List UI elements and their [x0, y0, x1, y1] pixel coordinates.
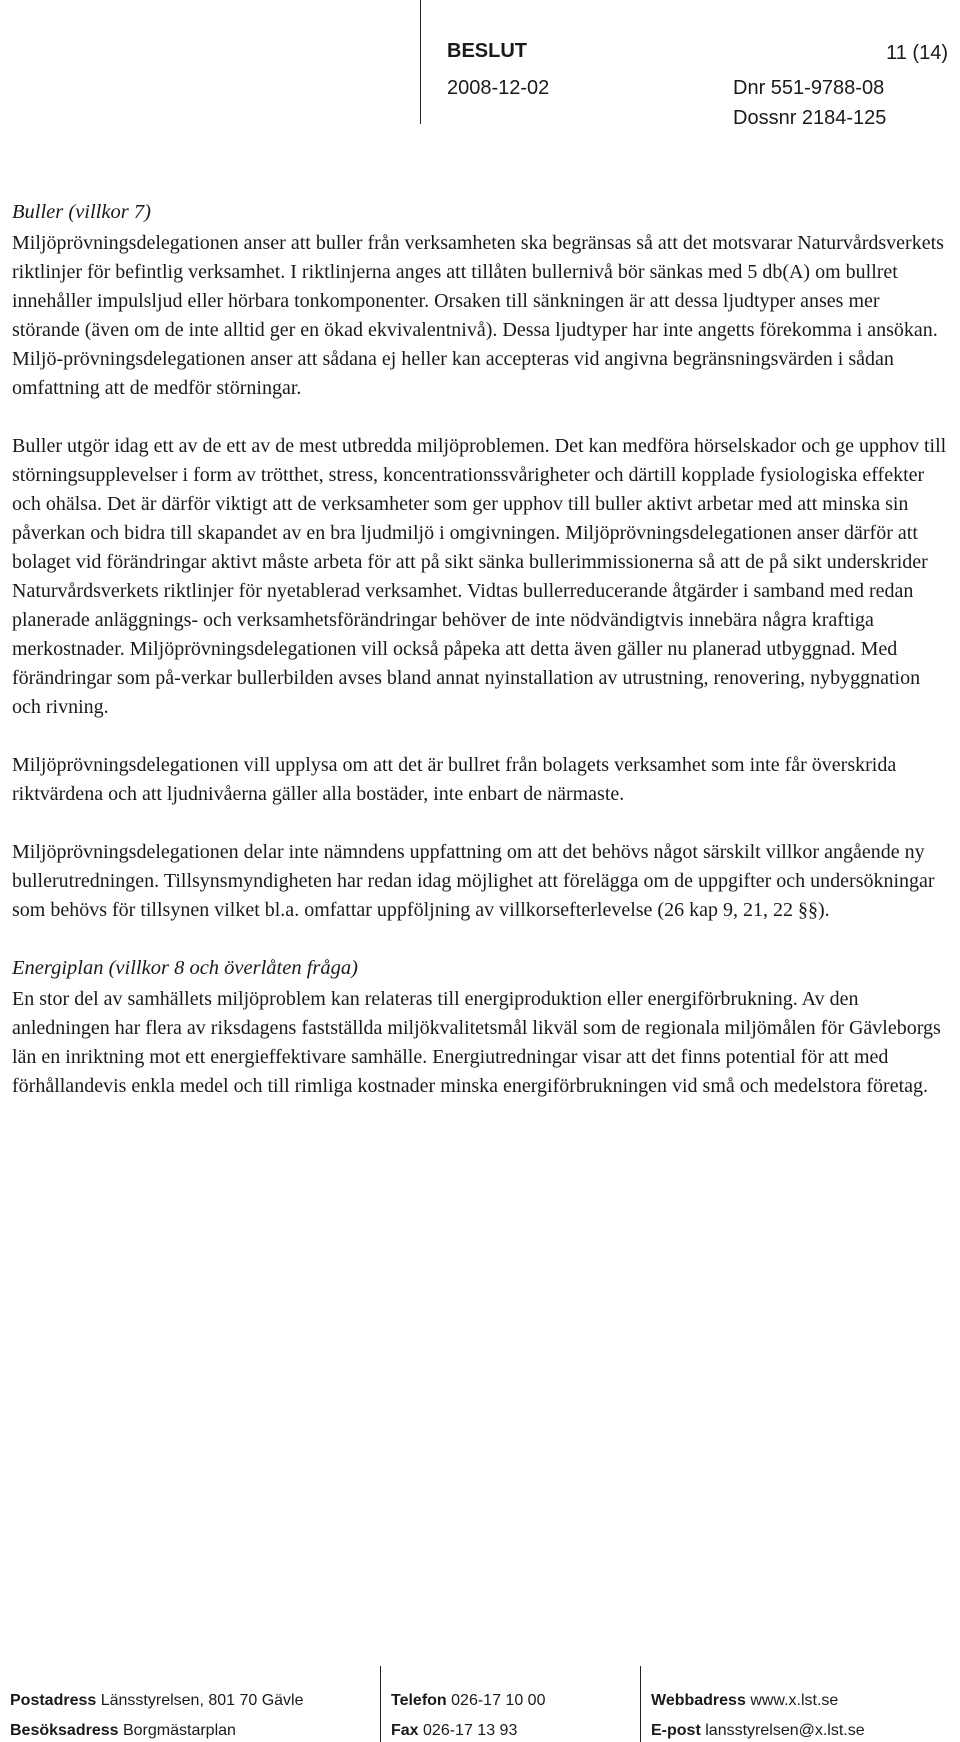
- paragraph: Buller utgör idag ett av de ett av de mest utbredda miljöproblemen. Det kan medföra hörselskador och ge upphov till störningsupplevelser i form av trötthet, stress, koncentrationssvårigheter och därtill kopplade fysiologiska effekter och ohälsa. Det är därför viktigt att de verksamheter som ger upphov till buller aktivt arbetar med att minska sin påverkan och bidra till skapandet av en bra ljudmiljö i omgivningen. Miljöprövningsdelegationen anser därför att bolaget vid förändringar aktivt måste arbeta för att på sikt sänka bullerimmissionerna så att de på sikt underskrider Naturvårdsverkets riktlinjer för nyetablerad verksamhet. Vidtas bullerreducerande åtgärder i samband med redan planerade anläggnings- och verksamhetsförändringar behöver de inte nödvändigtvis innebära några kraftiga merkostnader. Miljöprövningsdelegationen vill också påpeka att detta även gäller nu planerad utbyggnad. Med förändringar som på-verkar bullerbilden avses bland annat nyinstallation av utrustning, renovering, nybyggnation och rivning.: [12, 435, 947, 718]
- dossnr-number: Dossnr 2184-125: [733, 107, 887, 129]
- footer-telefon: 026-17 10 00: [451, 1692, 546, 1709]
- paragraph: En stor del av samhällets miljöproblem kan relateras till energiproduktion eller energiförbrukning. Av den anledningen har flera av riksdagens fastställda miljökvalitetsmål likväl som de regionala miljömålen för Gävleborgs län en inriktning mot ett energieffektivare samhälle. Energiutredningar visar att det finns potential för att med förhållandevis enkla medel och till rimliga kostnader minska energiförbrukningen vid små och medelstora företag.: [12, 988, 941, 1097]
- footer-label: Webbadress: [651, 1692, 746, 1709]
- footer-webbadress[interactable]: www.x.lst.se: [750, 1692, 839, 1709]
- footer-label: E-post: [651, 1722, 701, 1739]
- document-date: 2008-12-02: [447, 77, 550, 99]
- dnr-number: Dnr 551-9788-08: [733, 77, 885, 99]
- paragraph: Miljöprövningsdelegationen delar inte nämndens uppfattning om att det behövs något särskilt villkor angående ny bullerutredningen. Tillsynsmyndigheten har redan idag möjlighet att förelägga om de uppgifter och undersökningar som behövs för tillsynen vilket bl.a. omfattar uppföljning av villkorsefterlevelse (26 kap 9, 21, 22 §§).: [12, 841, 935, 921]
- footer-label: Fax: [391, 1722, 419, 1739]
- page-number: 11 (14): [886, 42, 948, 64]
- section-energiplan: [12, 954, 948, 1101]
- footer-label: Postadress: [10, 1692, 97, 1709]
- footer-address-column: [10, 1666, 380, 1742]
- footer-web-column: [640, 1666, 951, 1742]
- footer-postadress: Länsstyrelsen, 801 70 Gävle: [100, 1692, 304, 1709]
- header-divider: [420, 0, 421, 124]
- document-type: BESLUT: [447, 40, 527, 62]
- section-heading: Buller (villkor 7): [12, 201, 151, 223]
- paragraph: Miljöprövningsdelegationen vill upplysa om att det är bullret från bolagets verksamhet som inte får överskrida riktvärdena och att ljudnivåerna gäller alla bostäder, inte enbart de närmaste.: [12, 754, 897, 805]
- document-body: [12, 198, 948, 1130]
- section-heading: Energiplan (villkor 8 och överlåten fråga): [12, 957, 358, 979]
- footer-label: Besöksadress: [10, 1722, 119, 1739]
- paragraph: Miljöprövningsdelegationen anser att buller från verksamheten ska begränsas så att det motsvarar Naturvårdsverkets riktlinjer för befintlig verksamhet. I riktlinjerna anges att tillåten bullernivå bör sänkas med 5 db(A) om bullret innehåller impulsljud eller hörbara tonkomponenter. Orsaken till sänkningen är att dessa ljudtyper anses mer störande (även om de inte alltid ger en ökad ekvivalentnivå). Dessa ljudtyper har inte angetts förekomma i ansökan. Miljö-prövningsdelegationen anser att sådana ej heller kan accepteras vid angivna begränsningsvärden i sådan omfattning att de medför störningar.: [12, 232, 944, 399]
- section-buller: [12, 198, 948, 925]
- footer-epost[interactable]: lansstyrelsen@x.lst.se: [705, 1722, 865, 1739]
- footer-phone-column: [380, 1666, 651, 1742]
- footer-besoksadress: Borgmästarplan: [122, 1722, 236, 1739]
- footer-fax: 026-17 13 93: [423, 1722, 518, 1739]
- footer-label: Telefon: [391, 1692, 447, 1709]
